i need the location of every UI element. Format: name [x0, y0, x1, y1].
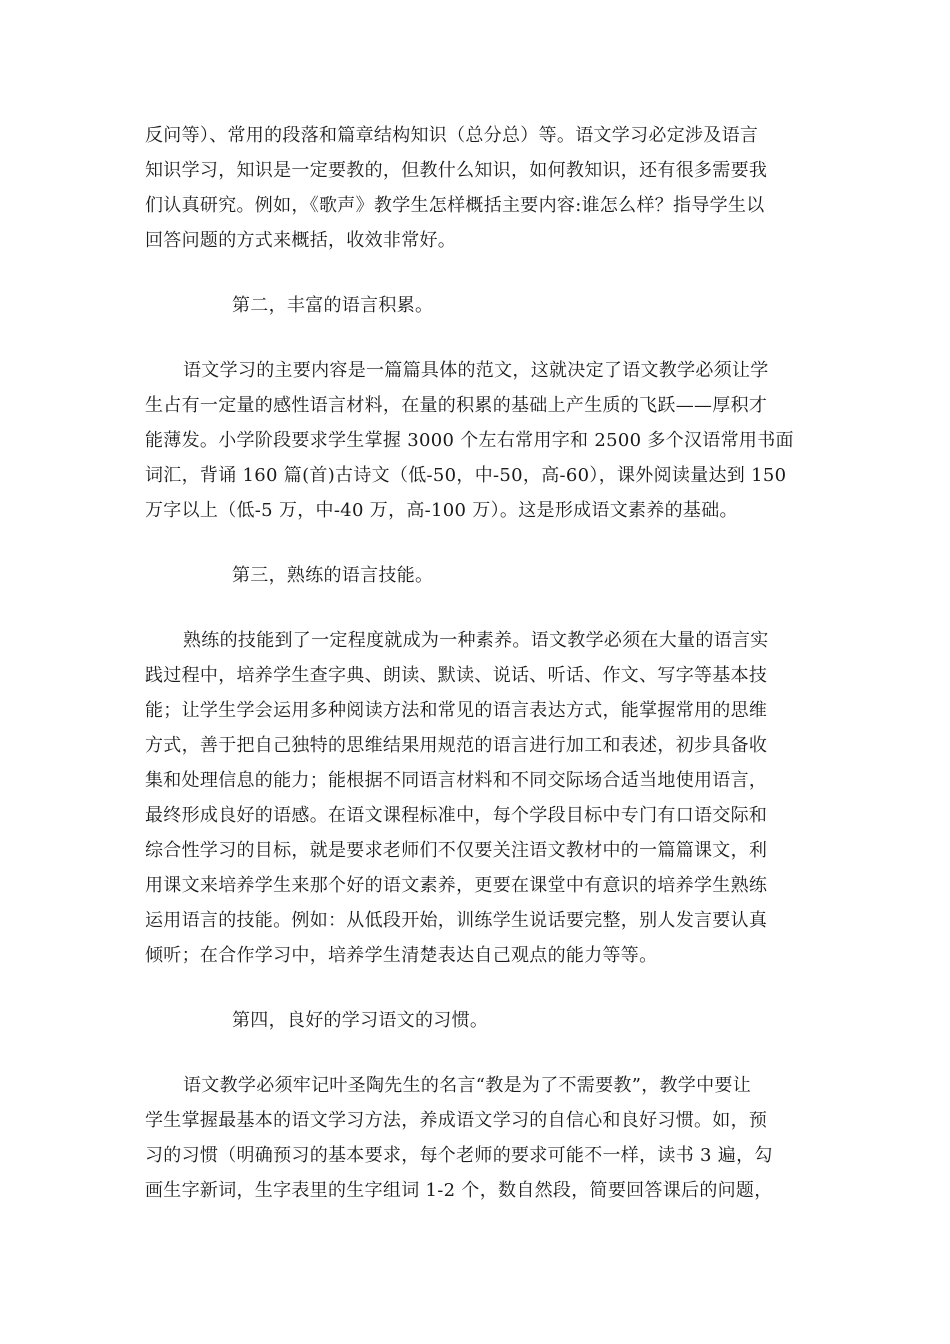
- section-heading: 第四，良好的学习语文的习惯。: [232, 1010, 489, 1031]
- paragraph-line: 运用语言的技能。例如：从低段开始，训练学生说话要完整，别人发言要认真: [145, 910, 768, 931]
- section-heading: 第三，熟练的语言技能。: [232, 565, 434, 586]
- paragraph-line: 知识学习，知识是一定要教的，但教什么知识，如何教知识，还有很多需要我: [145, 160, 768, 181]
- section-heading: 第二，丰富的语言积累。: [232, 295, 434, 316]
- paragraph-line: 画生字新词，生字表里的生字组词 1-2 个，数自然段，简要回答课后的问题，: [145, 1180, 773, 1201]
- paragraph-line: 综合性学习的目标，就是要求老师们不仅要关注语文教材中的一篇篇课文，利: [145, 840, 768, 861]
- paragraph-line: 习的习惯（明确预习的基本要求，每个老师的要求可能不一样，读书 3 遍，勾: [145, 1145, 773, 1166]
- paragraph-line: 万字以上（低-5 万，中-40 万，高-100 万）。这是形成语文素养的基础。: [145, 500, 738, 521]
- paragraph-line: 语文教学必须牢记叶圣陶先生的名言“教是为了不需要教”，教学中要让: [183, 1075, 752, 1096]
- paragraph-line: 能；让学生学会运用多种阅读方法和常见的语言表达方式，能掌握常用的思维: [145, 700, 768, 721]
- paragraph-line: 集和处理信息的能力；能根据不同语言材料和不同交际场合适当地使用语言，: [145, 770, 768, 791]
- paragraph-line: 反问等）、常用的段落和篇章结构知识（总分总）等。语文学习必定涉及语言: [145, 125, 759, 146]
- paragraph-line: 语文学习的主要内容是一篇篇具体的范文，这就决定了语文教学必须让学: [183, 360, 769, 381]
- paragraph-line: 熟练的技能到了一定程度就成为一种素养。语文教学必须在大量的语言实: [183, 630, 769, 651]
- paragraph-line: 方式，善于把自己独特的思维结果用规范的语言进行加工和表述，初步具备收: [145, 735, 768, 756]
- paragraph-line: 词汇，背诵 160 篇(首)古诗文（低-50，中-50，高-60），课外阅读量达到 150: [145, 465, 787, 486]
- paragraph-line: 生占有一定量的感性语言材料，在量的积累的基础上产生质的飞跃——厚积才: [145, 395, 768, 416]
- paragraph-line: 倾听；在合作学习中，培养学生清楚表达自己观点的能力等等。: [145, 945, 658, 966]
- paragraph-line: 用课文来培养学生来那个好的语文素养，更要在课堂中有意识的培养学生熟练: [145, 875, 768, 896]
- paragraph-line: 最终形成良好的语感。在语文课程标准中，每个学段目标中专门有口语交际和: [145, 805, 768, 826]
- paragraph-line: 回答问题的方式来概括，收效非常好。: [145, 230, 457, 251]
- paragraph-line: 践过程中，培养学生查字典、朗读、默读、说话、听话、作文、写字等基本技: [145, 665, 768, 686]
- paragraph-line: 能薄发。小学阶段要求学生掌握 3000 个左右常用字和 2500 多个汉语常用书面: [145, 430, 794, 451]
- paragraph-line: 们认真研究。例如，《歌声》教学生怎样概括主要内容:谁怎么样？指导学生以: [145, 195, 765, 216]
- paragraph-line: 学生掌握最基本的语文学习方法，养成语文学习的自信心和良好习惯。如，预: [145, 1110, 768, 1131]
